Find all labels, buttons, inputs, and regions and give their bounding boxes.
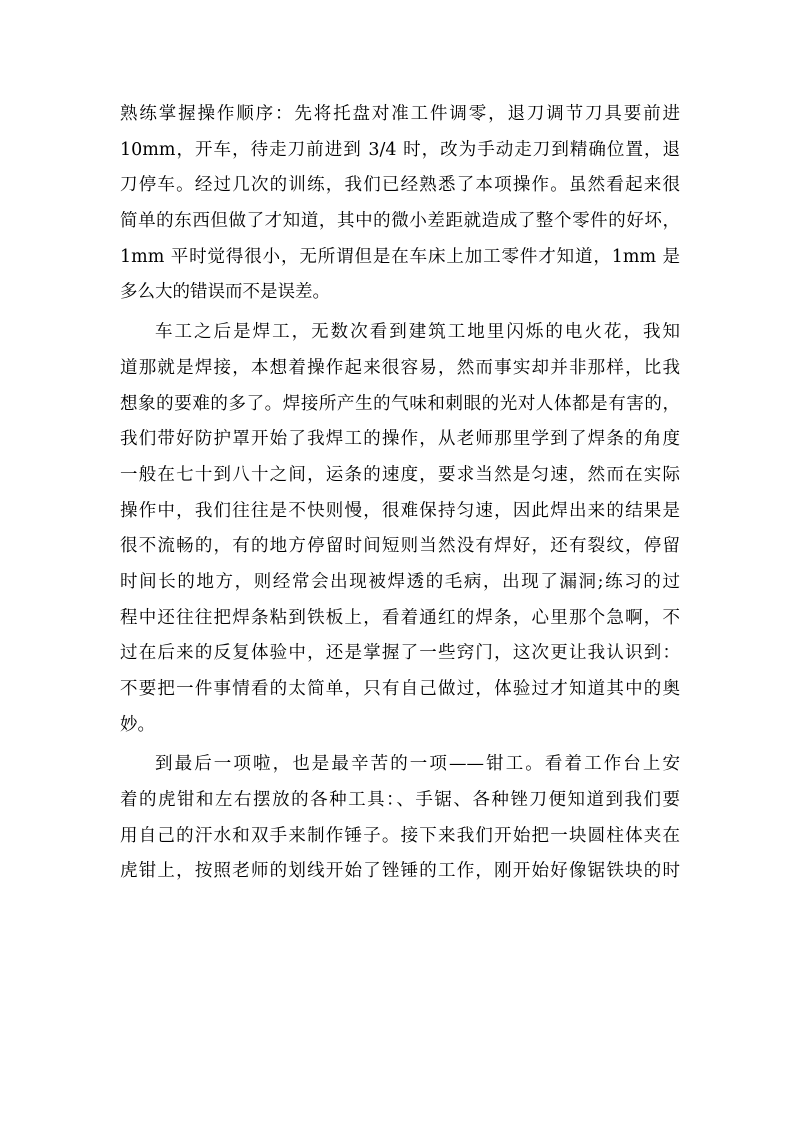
text-line: 10mm，开车，待走刀前进到 3/4 时，改为手动走刀到精确位置，退 — [120, 139, 680, 160]
text-line: 不要把一件事情看的太简单，只有自己做过，体验过才知道其中的奥 — [120, 679, 680, 699]
text-line: 一般在七十到八十之间，运条的速度，要求当然是匀速，然而在实际 — [120, 464, 680, 485]
paragraph-1 — [120, 97, 680, 311]
text-line: 用自己的汗水和双手来制作锤子。接下来我们开始把一块圆柱体夹在 — [120, 825, 680, 846]
text-line: 车工之后是焊工，无数次看到建筑工地里闪烁的电火花，我知 — [155, 322, 680, 343]
text-line: 熟练掌握操作顺序：先将托盘对准工件调零，退刀调节刀具要前进 — [120, 104, 680, 124]
text-line: 妙。 — [120, 714, 155, 735]
text-line: 过在后来的反复体验中，还是掌握了一些窍门，这次更让我认识到： — [120, 643, 680, 664]
paragraph-3 — [120, 747, 680, 890]
paragraph-2 — [120, 315, 680, 743]
text-line: 操作中，我们往往是不快则慢，很难保持匀速，因此焊出来的结果是 — [120, 500, 680, 521]
text-line: 想象的要难的多了。焊接所产生的气味和刺眼的光对人体都是有害的， — [120, 393, 680, 414]
text-line: 1mm 平时觉得很小，无所谓但是在车床上加工零件才知道，1mm 是 — [120, 246, 680, 267]
text-line: 到最后一项啦，也是最辛苦的一项——钳工。看着工作台上安 — [155, 754, 680, 775]
text-line: 着的虎钳和左右摆放的各种工具：、手锯、各种锉刀便知道到我们要 — [120, 790, 680, 811]
text-line: 虎钳上，按照老师的划线开始了锉锤的工作，刚开始好像锯铁块的时 — [120, 861, 680, 882]
text-line: 时间长的地方，则经常会出现被焊透的毛病，出现了漏洞;练习的过 — [120, 571, 680, 592]
text-line: 道那就是焊接，本想着操作起来很容易，然而事实却并非那样，比我 — [120, 357, 680, 378]
text-line: 简单的东西但做了才知道，其中的微小差距就造成了整个零件的好坏， — [120, 211, 680, 232]
text-line: 我们带好防护罩开始了我焊工的操作，从老师那里学到了焊条的角度 — [120, 429, 680, 450]
text-line: 刀停车。经过几次的训练，我们已经熟悉了本项操作。虽然看起来很 — [120, 175, 680, 196]
text-line: 多么大的错误而不是误差。 — [120, 282, 330, 303]
document-body — [120, 97, 680, 890]
text-line: 很不流畅的，有的地方停留时间短则当然没有焊好，还有裂纹，停留 — [120, 536, 680, 557]
text-line: 程中还往往把焊条粘到铁板上，看着通红的焊条，心里那个急啊，不 — [120, 607, 680, 628]
